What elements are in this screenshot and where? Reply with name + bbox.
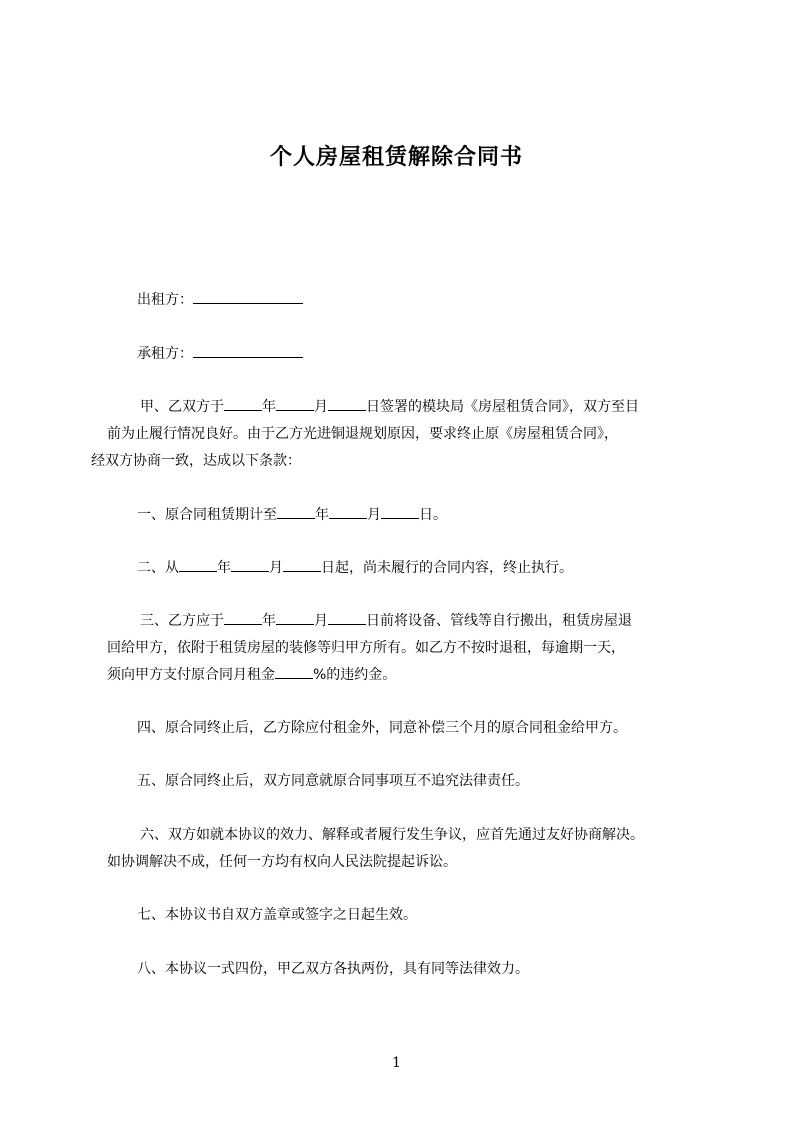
clause-3-line-1 <box>140 610 632 633</box>
intro-line-1 <box>140 396 639 419</box>
date-year-blank[interactable] <box>224 397 262 411</box>
lessor-label: 出租方： <box>137 292 193 308</box>
intro-line-3: 经双方协商一致，达成以下条款： <box>91 453 301 469</box>
clause-2-month-blank[interactable] <box>231 558 269 572</box>
document-title: 个人房屋租赁解除合同书 <box>269 145 523 170</box>
clause-3-day-blank[interactable] <box>328 611 366 625</box>
clause-3-text-a: 三、乙方应于 <box>140 613 224 629</box>
clause-3-year-blank[interactable] <box>224 611 262 625</box>
clause-1-text-b: 年 <box>315 507 329 523</box>
clause-6-line-2: 如协调解决不成，任何一方均有权向人民法院提起诉讼。 <box>107 854 457 870</box>
page-number: 1 <box>392 1055 401 1071</box>
clause-4: 四、原合同终止后，乙方除应付租金外，同意补偿三个月的原合同租金给甲方。 <box>137 720 627 736</box>
clause-2-day-blank[interactable] <box>283 558 321 572</box>
intro-text-b: 年 <box>262 399 276 415</box>
lessee-blank[interactable] <box>193 344 303 358</box>
clause-3-month-blank[interactable] <box>276 611 314 625</box>
lessee-line <box>137 343 303 366</box>
intro-text-d: 日签署的模块局《房屋租赁合同》，双方至目 <box>366 399 639 415</box>
lessee-label: 承租方： <box>137 346 193 362</box>
clause-5: 五、原合同终止后，双方同意就原合同事项互不追究法律责任。 <box>137 773 529 789</box>
clause-2-year-blank[interactable] <box>179 558 217 572</box>
clause-1-month-blank[interactable] <box>329 505 367 519</box>
clause-3-text-c: 月 <box>314 613 328 629</box>
clause-8: 八、本协议一式四份，甲乙双方各执两份，具有同等法律效力。 <box>137 961 529 977</box>
clause-1-text-c: 月 <box>367 507 381 523</box>
date-day-blank[interactable] <box>328 397 366 411</box>
clause-1-day-blank[interactable] <box>381 505 419 519</box>
clause-1-text-d: 日。 <box>419 507 447 523</box>
clause-2-text-d: 日起，尚未履行的合同内容，终止执行。 <box>321 560 573 576</box>
intro-line-2: 前为止履行情况良好。由于乙方光进铜退规划原因，要求终止原《房屋租赁合同》， <box>107 426 618 442</box>
clause-3-text-b: 年 <box>262 613 276 629</box>
penalty-rate-blank[interactable] <box>275 665 313 679</box>
intro-text-c: 月 <box>314 399 328 415</box>
intro-text-a: 甲、乙双方于 <box>140 399 224 415</box>
clause-3-text-line3b: %的违约金。 <box>313 667 397 683</box>
clause-1-text-a: 一、原合同租赁期计至 <box>137 507 277 523</box>
clause-3-line-3 <box>107 664 396 687</box>
clause-2-text-b: 年 <box>217 560 231 576</box>
date-month-blank[interactable] <box>276 397 314 411</box>
clause-1 <box>137 504 447 527</box>
clause-3-text-d: 日前将设备、管线等自行搬出，租赁房屋退 <box>366 613 632 629</box>
clause-1-year-blank[interactable] <box>277 505 315 519</box>
lessor-blank[interactable] <box>193 290 303 304</box>
lessor-line <box>137 289 303 312</box>
clause-2-text-a: 二、从 <box>137 560 179 576</box>
clause-6-line-1: 六、双方如就本协议的效力、解释或者履行发生争议，应首先通过友好协商解决。 <box>140 827 644 843</box>
clause-3-line-2: 回给甲方，依附于租赁房屋的装修等归甲方所有。如乙方不按时退租，每逾期一天， <box>107 640 625 656</box>
clause-2-text-c: 月 <box>269 560 283 576</box>
clause-3-text-line3a: 须向甲方支付原合同月租金 <box>107 667 275 683</box>
clause-2 <box>137 557 573 580</box>
clause-7: 七、本协议书自双方盖章或签字之日起生效。 <box>137 907 417 923</box>
